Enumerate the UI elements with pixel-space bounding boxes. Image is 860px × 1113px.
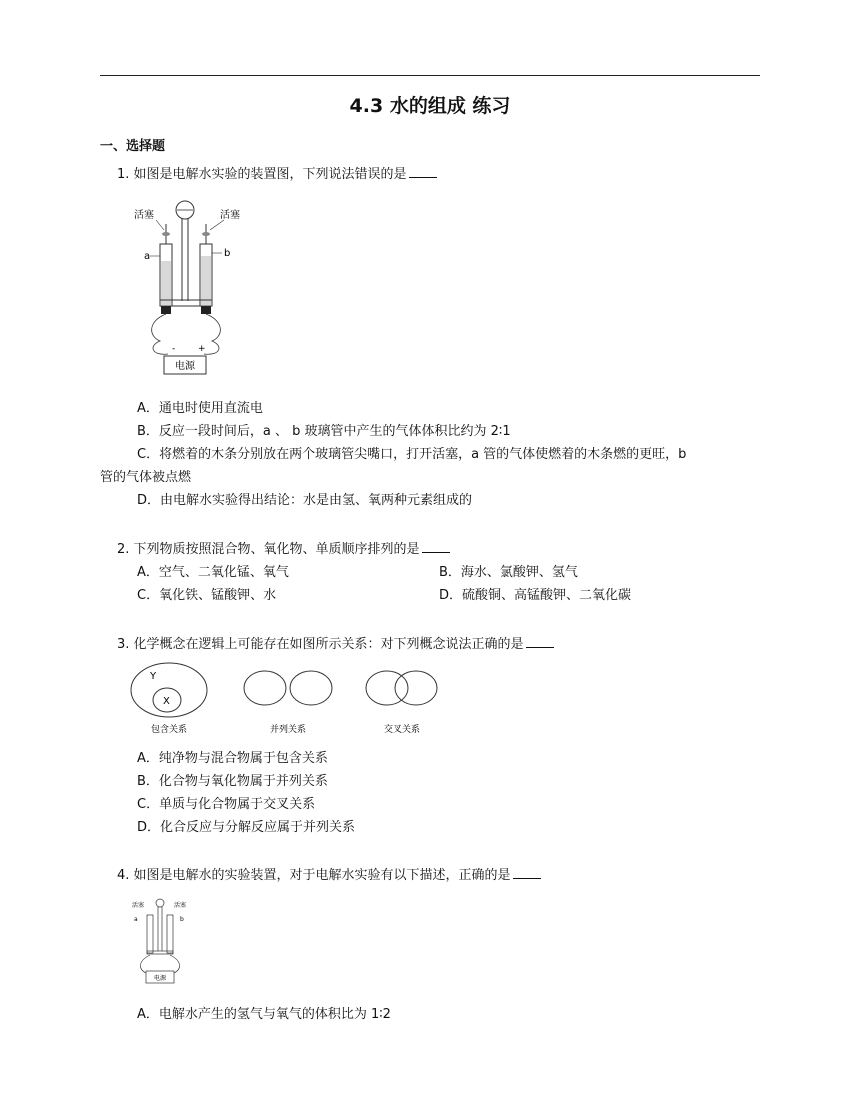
q3-option-b: B．化合物与氧化物属于并列关系 [137,774,328,789]
right-valve-pointer [210,220,224,230]
q1-option-c-continued: 管的气体被点燃 [100,470,192,485]
valve-b [202,232,210,236]
tube-b-label: b [224,248,231,259]
small-electrolysis-figure [130,895,192,989]
parallel-circle-left [244,671,286,705]
left-valve-pointer [156,220,164,230]
power-label: 电源 [175,361,195,372]
left-valve-label: 活塞 [134,210,154,221]
wire-right [204,314,220,354]
small-wire-right [170,955,180,973]
q1-option-c: C．将燃着的木条分别放在两个玻璃管尖嘴口，打开活塞，a 管的气体使燃着的木条燃的更旺，b [137,447,687,462]
question-3-stem [117,633,554,652]
minus-label: - [172,344,176,354]
circle-y [131,663,207,717]
label-cross: 交叉关系 [383,725,421,735]
answer-blank [422,540,450,553]
question-2-text: 2. 下列物质按照混合物、氧化物、单质顺序排列的是 [117,542,420,557]
plus-label: + [198,344,206,354]
small-tube-b-label: b [180,916,184,923]
label-parallel: 并列关系 [269,725,307,735]
q2-option-b: B．海水、氯酸钾、氢气 [439,565,578,580]
label-x: X [163,696,170,707]
tube-b-water [201,256,211,305]
q2-option-d: D．硫酸铜、高锰酸钾、二氧化碳 [439,588,632,603]
answer-blank [526,635,554,648]
small-power-label: 电源 [153,975,167,982]
page-title: 4.3 水的组成 练习 [349,95,511,117]
question-2-stem [117,538,450,557]
small-tube-a [147,915,153,953]
section-heading: 一、选择题 [100,139,166,154]
wire-left [152,314,168,354]
q4-option-a: A．电解水产生的氢气与氧气的体积比为 1∶2 [137,1007,391,1022]
small-right-valve-label: 活塞 [174,902,187,909]
electrode-a [161,306,171,314]
q2-option-a: A．空气、二氧化锰、氧气 [137,565,289,580]
question-4-text: 4. 如图是电解水的实验装置，对于电解水实验有以下描述，正确的是 [117,868,511,883]
small-left-valve-label: 活塞 [132,902,145,909]
tube-a-water [161,261,171,305]
small-reservoir [156,899,164,907]
q3-option-a: A．纯净物与混合物属于包含关系 [137,751,328,766]
label-y: Y [150,671,157,682]
header-rule [100,75,760,76]
question-4-stem [117,864,541,883]
q1-option-d: D．由电解水实验得出结论：水是由氢、氧两种元素组成的 [137,493,473,508]
valve-a [162,232,170,236]
small-wire-left [140,955,150,973]
q1-option-a: A．通电时使用直流电 [137,401,263,416]
parallel-circle-right [290,671,332,705]
answer-blank [409,165,437,178]
right-valve-label: 活塞 [220,210,240,221]
q3-option-d: D．化合反应与分解反应属于并列关系 [137,820,356,835]
cross-circle-right [395,671,437,705]
small-tube-a-label: a [134,916,138,923]
label-contain: 包含关系 [150,725,188,735]
electrolysis-apparatus-figure [128,196,248,381]
question-1-text: 1. 如图是电解水实验的装置图，下列说法错误的是 [117,167,407,182]
q2-option-c: C．氧化铁、锰酸钾、水 [137,588,277,603]
answer-blank [513,866,541,879]
concept-relations-figure [125,660,445,738]
electrode-b [201,306,211,314]
q1-option-b: B．反应一段时间后，a 、 b 玻璃管中产生的气体体积比约为 2∶1 [137,424,511,439]
small-tube-b [167,915,173,953]
question-1-stem [117,163,437,182]
q3-option-c: C．单质与化合物属于交叉关系 [137,797,316,812]
small-bottom-connector [147,951,173,954]
tube-a-label: a [144,251,151,262]
question-3-text: 3. 化学概念在逻辑上可能存在如图所示关系：对下列概念说法正确的是 [117,637,524,652]
